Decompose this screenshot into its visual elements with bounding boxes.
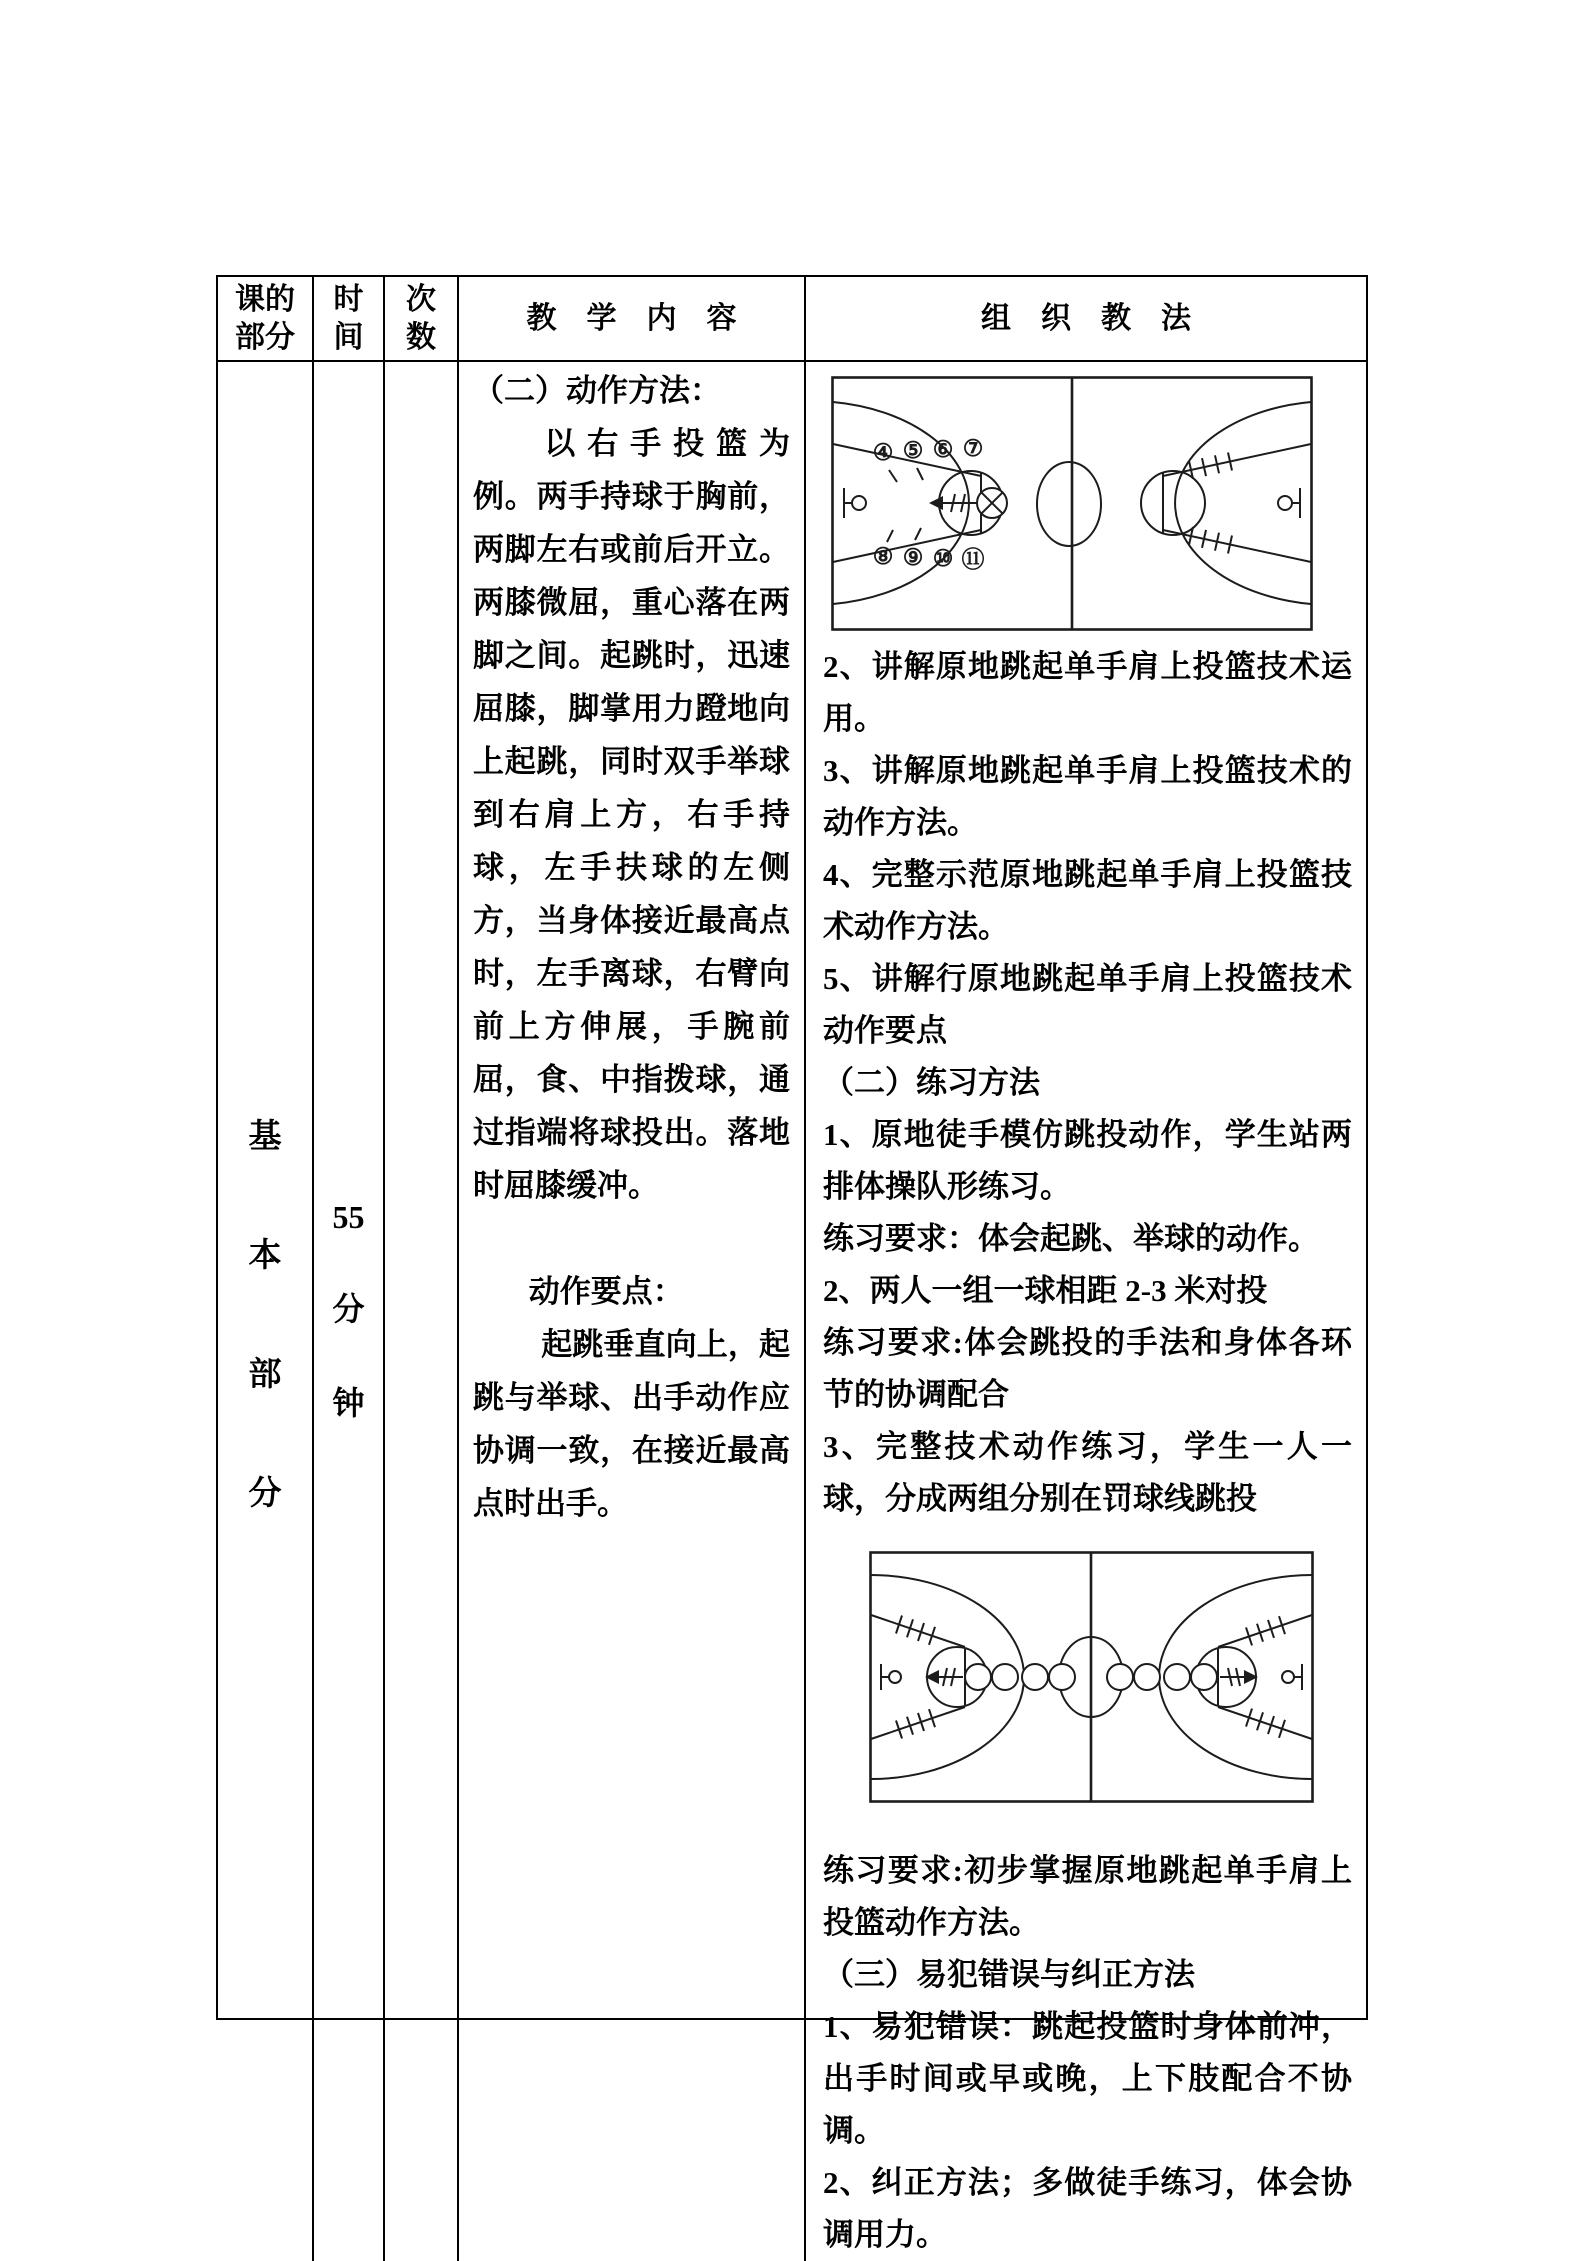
method-item: 1、原地徒手模仿跳投动作，学生站两排体操队形练习。 bbox=[823, 1117, 1352, 1204]
body-cell-part bbox=[218, 362, 314, 2261]
student-number: ⑪ bbox=[961, 547, 985, 572]
method-item: 练习要求:初步掌握原地跳起单手肩上投篮动作方法。 bbox=[823, 1853, 1352, 1940]
center-circle bbox=[1037, 462, 1101, 546]
content-paragraph-keypoints: 起跳垂直向上，起跳与举球、出手动作应协调一致，在接近最高点时出手。 bbox=[473, 1327, 790, 1521]
body-cell-content bbox=[459, 362, 806, 2261]
method-item: 1、易犯错误：跳起投篮时身体前冲，出手时间或早或晚，上下肢配合不协调。 bbox=[823, 2009, 1352, 2148]
header-part-line1: 课的 bbox=[235, 282, 295, 316]
part-char: 部 bbox=[248, 1356, 282, 1393]
student-number: ⑨ bbox=[902, 545, 924, 570]
time-vertical-label bbox=[314, 362, 383, 2261]
marker-stub bbox=[887, 530, 893, 542]
method-item: 练习要求:体会跳投的手法和身体各环节的协调配合 bbox=[823, 1325, 1352, 1412]
method-item: 2、两人一组一球相距 2-3 米对投 bbox=[823, 1273, 1268, 1308]
student-number: ⑧ bbox=[872, 544, 894, 569]
header-method-label: 组 织 教 法 bbox=[981, 301, 1191, 335]
method-item: 2、讲解原地跳起单手肩上投篮技术运用。 bbox=[823, 649, 1352, 736]
method-item: 3、完整技术动作练习，学生一人一球，分成两组分别在罚球线跳投 bbox=[823, 1429, 1352, 1516]
header-cell-time bbox=[314, 277, 385, 362]
method-section-heading: （二）练习方法 bbox=[823, 1065, 1040, 1100]
method-item: 5、讲解行原地跳起单手肩上投篮技术动作要点 bbox=[823, 961, 1352, 1048]
basket-icon bbox=[852, 496, 866, 510]
method-section-heading: （三）易犯错误与纠正方法 bbox=[823, 1957, 1195, 1992]
three-point-arc bbox=[1175, 402, 1311, 604]
part-char: 分 bbox=[248, 1475, 282, 1512]
lane-line bbox=[1218, 1615, 1312, 1647]
basket-icon bbox=[1278, 496, 1292, 510]
basketball-court-diagram-2 bbox=[869, 1551, 1314, 1803]
lane-line bbox=[1163, 444, 1311, 476]
basket-icon bbox=[889, 1671, 901, 1683]
student-number: ④ bbox=[872, 440, 894, 465]
header-part-line2: 部分 bbox=[235, 320, 295, 354]
student-number: ⑤ bbox=[902, 438, 924, 463]
header-cell-part bbox=[218, 277, 314, 362]
time-unit-char: 钟 bbox=[332, 1385, 365, 1421]
header-cell-method bbox=[806, 277, 1366, 362]
lesson-plan-table bbox=[216, 275, 1368, 2252]
header-count-line2: 数 bbox=[406, 320, 436, 354]
lane-line bbox=[1163, 530, 1311, 562]
time-unit-char: 分 bbox=[332, 1291, 365, 1327]
part-char: 基 bbox=[248, 1118, 282, 1155]
shoot-arrow-head bbox=[929, 496, 943, 510]
time-value: 55 bbox=[332, 1199, 365, 1235]
method-item: 3、讲解原地跳起单手肩上投篮技术的动作方法。 bbox=[823, 753, 1352, 840]
content-heading-keypoints: 动作要点： bbox=[528, 1274, 684, 1309]
header-time-line1: 时 bbox=[333, 282, 364, 316]
marker-stub bbox=[915, 528, 921, 540]
basket-icon bbox=[1282, 1671, 1294, 1683]
student-number: ⑥ bbox=[932, 437, 954, 462]
header-cell-content bbox=[459, 277, 806, 362]
student-number: ⑦ bbox=[962, 436, 984, 461]
lane-line bbox=[1218, 1707, 1312, 1739]
method-item: 4、完整示范原地跳起单手肩上投篮技术动作方法。 bbox=[823, 857, 1352, 944]
header-time-line2: 间 bbox=[333, 320, 364, 354]
body-cell-count bbox=[385, 362, 459, 2261]
lane-line bbox=[871, 1707, 965, 1739]
lane-line bbox=[871, 1615, 965, 1647]
marker-stub bbox=[917, 468, 923, 480]
basketball-court-diagram-1 bbox=[831, 376, 1313, 631]
part-char: 本 bbox=[248, 1237, 282, 1274]
part-vertical-label bbox=[218, 362, 312, 2261]
body-cell-time bbox=[314, 362, 385, 2261]
method-item: 练习要求：体会起跳、举球的动作。 bbox=[823, 1221, 1319, 1256]
content-paragraph-method: 以右手投篮为例。两手持球于胸前，两脚左右或前后开立。两膝微屈，重心落在两脚之间。起跳时，迅速屈膝，脚掌用力蹬地向上起跳，同时双手举球到右肩上方，右手持球，左手扶球的左侧方，当身体接近最高点时，左手离球，右臂向前上方伸展，手腕前屈，食、中指拨球，通过指端将球投出。落地时屈膝缓冲。 bbox=[473, 426, 790, 1203]
header-cell-count bbox=[385, 277, 459, 362]
student-number: ⑩ bbox=[932, 546, 954, 571]
header-count-line1: 次 bbox=[406, 282, 436, 316]
method-item: 2、纠正方法；多做徒手练习，体会协调用力。 bbox=[823, 2165, 1352, 2252]
body-cell-method bbox=[806, 362, 1366, 2261]
header-content-label: 教 学 内 容 bbox=[526, 301, 737, 335]
marker-stub bbox=[889, 470, 897, 482]
hash-marks bbox=[1189, 453, 1232, 554]
free-throw-circle bbox=[1141, 471, 1205, 535]
content-heading-method: （二）动作方法： bbox=[473, 373, 721, 408]
